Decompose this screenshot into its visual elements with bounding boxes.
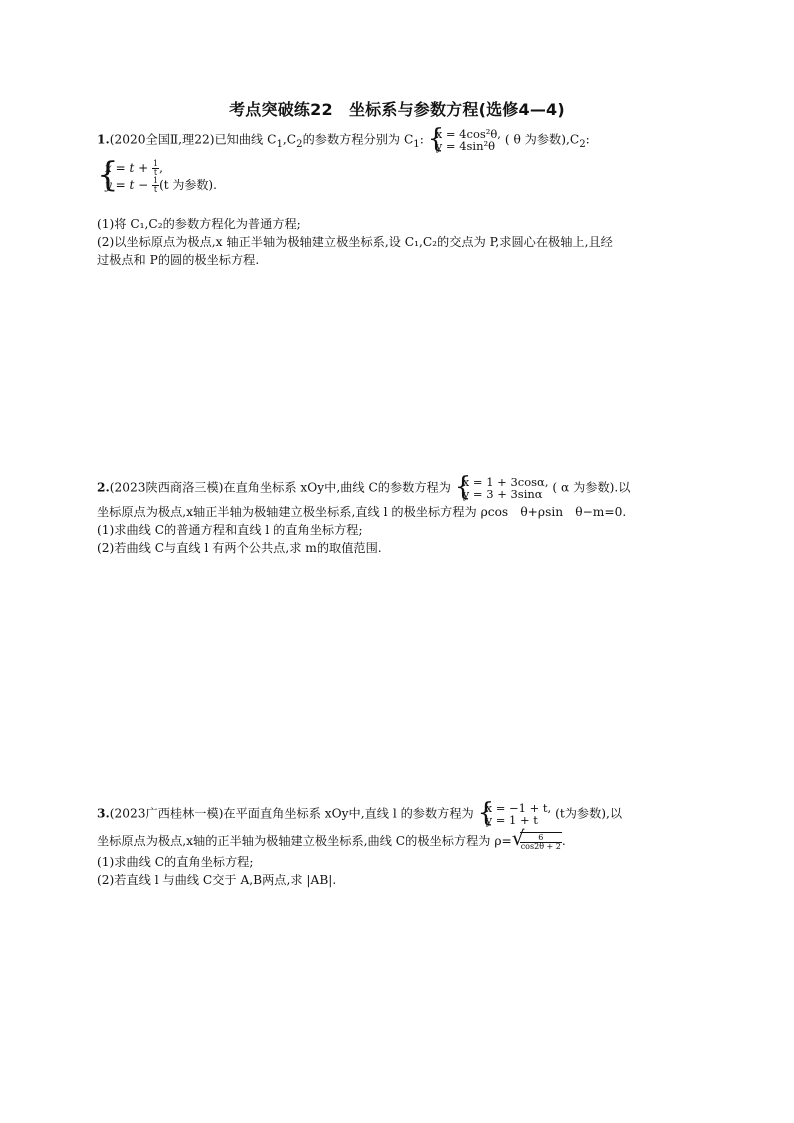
q2-part1: (1)求曲线 C的普通方程和直线 l 的直角坐标方程; xyxy=(97,523,363,537)
fraction: $\frac{1}{t}$ xyxy=(152,176,159,194)
q1-c2-line xyxy=(97,155,217,195)
q3-l-system: { x = −1 + t, y = 1 + t xyxy=(477,798,552,828)
q3-number: 3. xyxy=(97,806,110,821)
q2-number: 2. xyxy=(97,480,110,495)
q1-c2-system: { x = t + $\frac{1}{t}$ , y = t − $\frac{1}{t}$ (t 为参数). xyxy=(97,155,217,195)
q1-part1: (1)将 C₁,C₂的参数方程化为普通方程; xyxy=(97,217,301,231)
q1-number: 1. xyxy=(97,132,110,147)
fraction: $\frac{6}{\cos 2\theta + 2}$ xyxy=(520,833,561,851)
brace-icon: { xyxy=(97,155,119,195)
q2-c-system: { x = 1 + 3cosα, y = 3 + 3sinα xyxy=(454,472,549,502)
q1-part2: (2)以坐标原点为极点,x 轴正半轴为极轴建立极坐标系,设 C₁,C₂的交点为 P,求圆心在极轴上,且经 xyxy=(97,235,613,249)
page-title: 考点突破练22 坐标系与参数方程(选修4—4) xyxy=(229,100,565,119)
q3-stem-line1: 3.(2023广西桂林一模)在平面直角坐标系 xOy中,直线 l 的参数方程为 { x = −1 + t, y = 1 + t (t为参数),以 xyxy=(97,798,623,828)
q3-stem-line2: 坐标原点为极点,x轴的正半轴为极轴建立极坐标系,曲线 C的极坐标方程为 ρ= √ $\frac{6}{\cos 2\theta + 2}$ . xyxy=(97,826,566,851)
fraction: $\frac{1}{t}$ xyxy=(152,159,159,177)
q3-part2: (2)若直线 l 与曲线 C交于 A,B两点,求 |AB|. xyxy=(97,873,337,887)
brace-icon: { xyxy=(427,124,445,154)
q3-part1: (1)求曲线 C的直角坐标方程; xyxy=(97,855,254,869)
q2-stem-line1: 2.(2023陕西商洛三模)在直角坐标系 xOy中,曲线 C的参数方程为 { x = 1 + 3cosα, y = 3 + 3sinα ( α 为参数).以 xyxy=(97,472,631,502)
q2-part2: (2)若曲线 C与直线 l 有两个公共点,求 m的取值范围. xyxy=(97,541,382,555)
radical-icon: √ xyxy=(511,826,525,850)
brace-icon: { xyxy=(454,472,472,502)
q2-stem-line2: 坐标原点为极点,x轴正半轴为极轴建立极坐标系,直线 l 的极坐标方程为 ρcos θ+ρsin θ−m=0. xyxy=(97,505,627,519)
q1-c1-system: { x = 4cos²θ, y = 4sin²θ xyxy=(427,124,501,154)
brace-icon: { xyxy=(477,798,495,828)
q1-stem-line1: 1.(2020全国Ⅱ,理22)已知曲线 $C_1,C_2$的参数方程分别为 $C_1$: { x = 4cos²θ, y = 4sin²θ ( θ 为参数)$,C_2$: xyxy=(97,124,590,154)
sqrt-expression xyxy=(511,826,562,851)
q1-part2-cont: 过极点和 P的圆的极坐标方程. xyxy=(97,253,260,267)
